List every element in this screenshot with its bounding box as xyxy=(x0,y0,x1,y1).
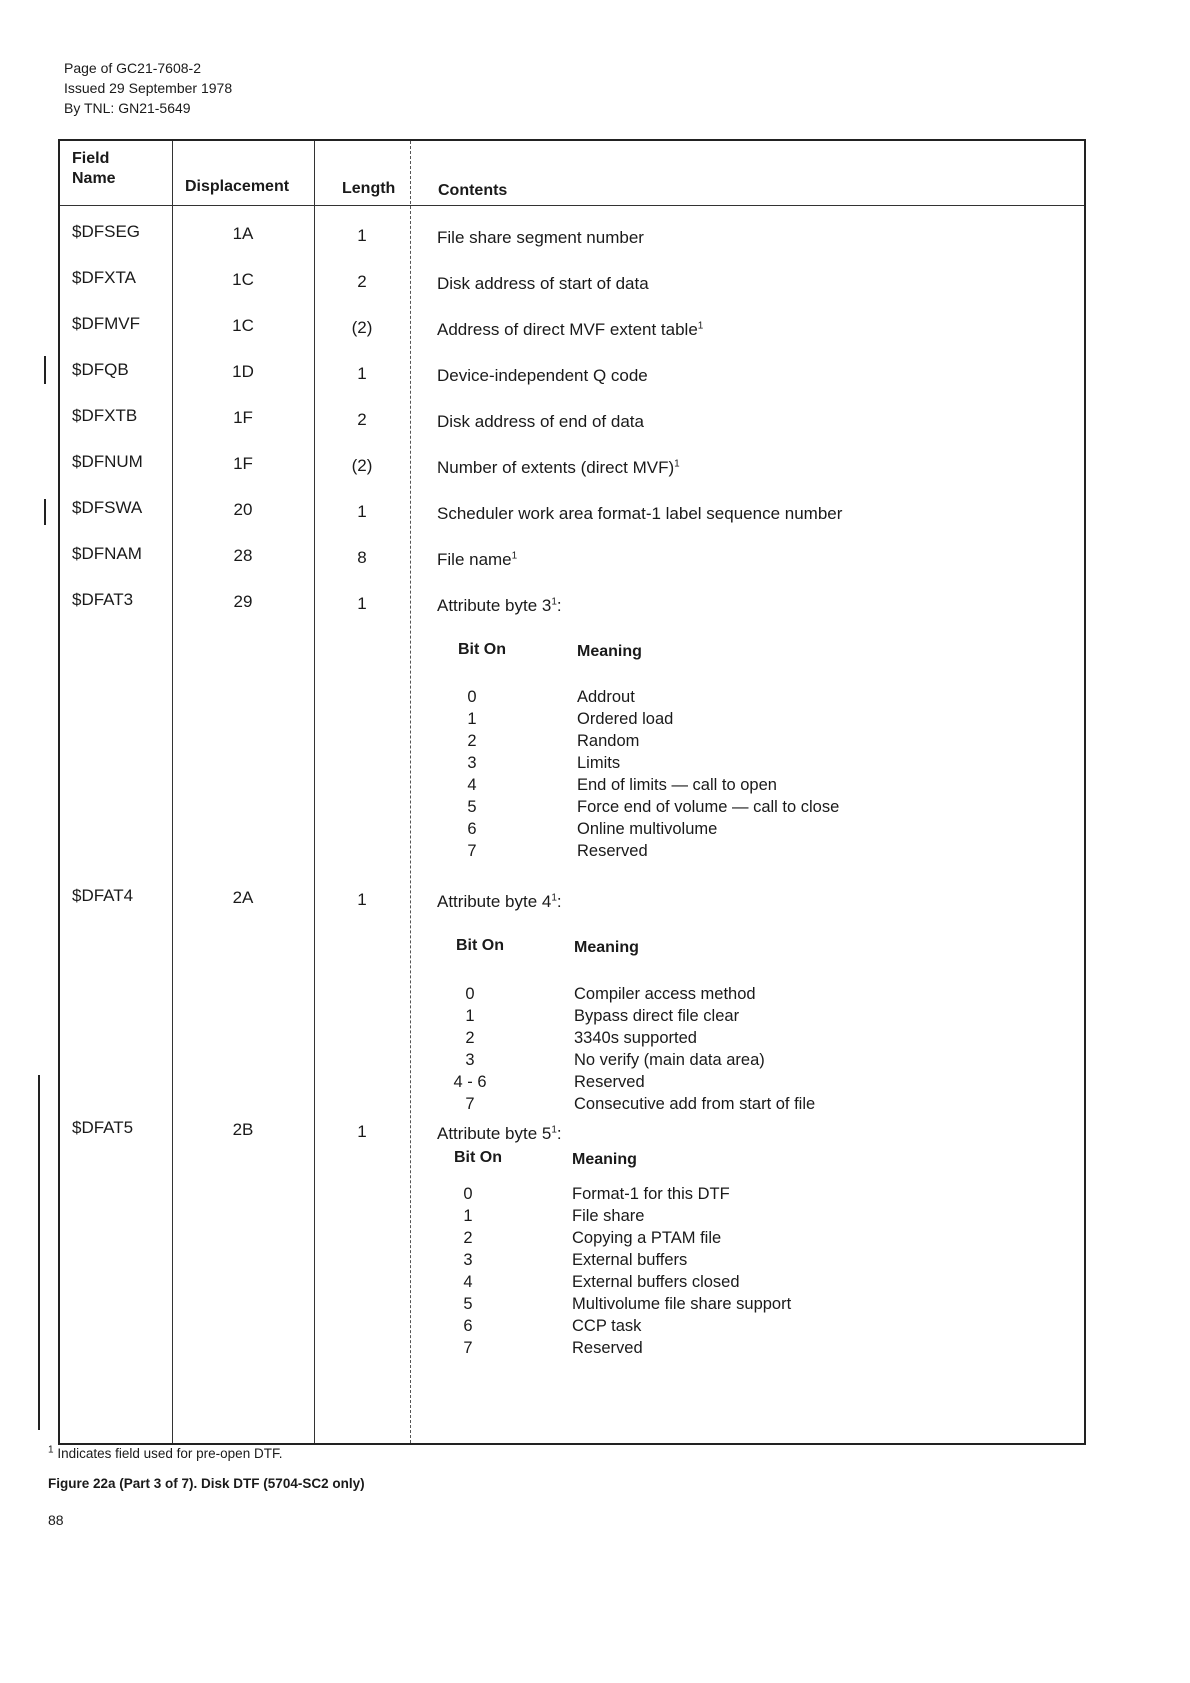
contents: Device-independent Q code xyxy=(437,366,648,385)
document-header xyxy=(64,58,232,118)
displacement: 1D xyxy=(232,362,254,381)
length: 1 xyxy=(357,226,367,245)
length: 8 xyxy=(357,548,367,567)
length: 2 xyxy=(357,410,367,429)
length: 1 xyxy=(357,594,367,613)
header-tnl-line: By TNL: GN21-5649 xyxy=(64,100,191,116)
contents: Attribute byte $3^1$: xyxy=(437,596,562,615)
meaning-header: Meaning xyxy=(577,643,642,660)
displacement: 1F xyxy=(233,408,253,427)
meaning-header: Meaning xyxy=(572,1151,637,1168)
header-page-line: Page of GC21-7608-2 xyxy=(64,60,201,76)
field-table: Field Name Displacement Length Contents $DFSEG 1A 1 File share segment number $DFXTA 1C 2 Disk address of start of data $DFMVF 1C (2) Address of direct MVF extent table$^1$ $DFQB 1D 1 Device-independent Q code $DFXTB 1F 2 Disk address of end of data $DFNUM 1F (2) Number of extents (direct MVF)$^1$ $DFSWA 20 1 Scheduler work area format-1 label sequence number $DFNAM 28 8 File name$^1$ $DFAT3 29 1 Attribute byte $3^1$: Bit On Meaning 0 Addrout 1 Ordered load 2 Random 3 Limits 4 End of limits — call to open 5 Force end of volume — call to close 6 Online multivolume 7 Reserved $DFAT4 2A 1 Attribute byte $4^1$: Bit On Meaning 0 Compiler access method 1 Bypass direct file clear 2 3340s supported 3 No verify (main data area) 4 - 6 Reserved 7 Consecutive add from start of file $DFAT5 2B 1 Attribute byte $5^1$: Bit On Meaning 0 Format-1 for this DTF 1 File share 2 Copying a PTAM file 3 External buffers 4 External buffers closed 5 Multivolume file share support 6 CCP task 7 Reserved xyxy=(58,139,1086,1445)
length: 1 xyxy=(357,890,367,909)
displacement: 20 xyxy=(233,500,253,519)
length: (2) xyxy=(351,456,373,475)
header-field-name: Field Name xyxy=(72,150,116,187)
displacement: 1C xyxy=(232,270,254,289)
field-name: $DFSEG xyxy=(72,222,141,241)
displacement: 2B xyxy=(232,1120,254,1139)
change-bar xyxy=(44,356,46,384)
header-rule xyxy=(60,205,1084,206)
header-length: Length xyxy=(342,180,396,197)
footnote: $^1$ Indicates field used for pre-open DTF. xyxy=(48,1444,283,1461)
contents: File share segment number xyxy=(437,228,644,247)
change-bar xyxy=(44,499,46,525)
page-number: 88 xyxy=(48,1512,64,1528)
length: (2) xyxy=(351,318,373,337)
footnote-mark: 1 xyxy=(551,1124,557,1136)
field-name: $DFNUM xyxy=(72,452,143,471)
meaning-header: Meaning xyxy=(574,939,639,956)
contents: Disk address of start of data xyxy=(437,274,649,293)
field-name: $DFAT3 xyxy=(72,590,134,609)
length: 1 xyxy=(357,502,367,521)
footnote-mark: 1 xyxy=(48,1444,54,1456)
field-name: $DFQB xyxy=(72,360,129,379)
length: 2 xyxy=(357,272,367,291)
field-name: $DFMVF xyxy=(72,314,140,333)
header-displacement: Displacement xyxy=(185,178,290,195)
field-name: $DFNAM xyxy=(72,544,142,563)
displacement: 1A xyxy=(232,224,254,243)
field-name: $DFXTA xyxy=(72,268,136,287)
contents: File name$^1$ xyxy=(437,550,518,569)
displacement: 1F xyxy=(233,454,253,473)
bit-on-header: Bit On xyxy=(454,1149,502,1166)
field-name: $DFXTB xyxy=(72,406,138,425)
contents: Scheduler work area format-1 label sequence number xyxy=(437,504,843,523)
field-name: $DFSWA xyxy=(72,498,143,517)
contents: Disk address of end of data xyxy=(437,412,644,431)
footnote-mark: 1 xyxy=(511,550,518,562)
footnote-mark: 1 xyxy=(551,892,557,904)
displacement: 2A xyxy=(232,888,254,907)
displacement: 1C xyxy=(232,316,254,335)
figure-caption: Figure 22a (Part 3 of 7). Disk DTF (5704-SC2 only) xyxy=(48,1476,365,1491)
length: 1 xyxy=(357,1122,367,1141)
bit-on-header: Bit On xyxy=(458,641,506,658)
contents: Attribute byte $4^1$: xyxy=(437,892,562,911)
header-contents: Contents xyxy=(438,182,508,199)
displacement: 29 xyxy=(233,592,253,611)
displacement: 28 xyxy=(233,546,253,565)
footnote-mark: 1 xyxy=(674,458,680,470)
contents: Number of extents (direct MVF)$^1$ xyxy=(437,458,680,477)
contents: Address of direct MVF extent table$^1$ xyxy=(437,320,704,339)
length: 1 xyxy=(357,364,367,383)
field-name: $DFAT4 xyxy=(72,886,134,905)
column-divider xyxy=(410,141,411,1443)
footnote-mark: 1 xyxy=(551,596,557,608)
footnote-mark: 1 xyxy=(697,320,704,332)
contents: Attribute byte $5^1$: xyxy=(437,1124,562,1143)
field-name: $DFAT5 xyxy=(72,1118,134,1137)
bit-on-header: Bit On xyxy=(456,937,504,954)
change-bar xyxy=(38,1075,40,1430)
header-issued-line: Issued 29 September 1978 xyxy=(64,80,233,96)
